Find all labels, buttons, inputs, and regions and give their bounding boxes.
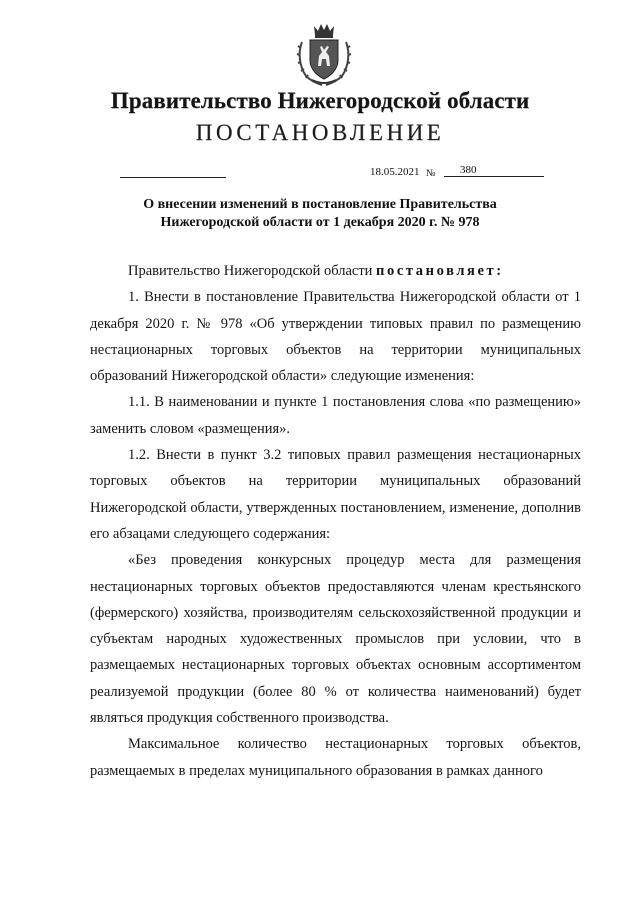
blank-date-line xyxy=(120,177,226,178)
number-sign: № xyxy=(426,168,436,179)
decree-lead-paragraph xyxy=(90,258,581,284)
paragraph-1-2: 1.2. Внести в пункт 3.2 типовых правил размещения нестационарных торговых объектов на территории муниципальных образований Нижегородской области, утвержденных постановлением, изменение, дополнив его абзацами следующего содержания: xyxy=(90,447,581,542)
document-type: ПОСТАНОВЛЕНИЕ xyxy=(195,120,445,145)
decree-verb: постановляет: xyxy=(376,263,504,279)
paragraph-1-1: 1.1. В наименовании и пункте 1 постановления слова «по размещению» заменить словом «размещения». xyxy=(90,394,581,437)
decree-lead: Правительство Нижегородской области xyxy=(128,263,377,279)
government-title: Правительство Нижегородской области xyxy=(110,88,530,113)
decree-date: 18.05.2021 xyxy=(370,166,420,178)
decree-body xyxy=(90,258,581,784)
decree-number: 380 xyxy=(444,164,544,177)
subject-line-2: Нижегородской области от 1 декабря 2020 г. № 978 xyxy=(160,215,480,230)
subject-line-1: О внесении изменений в постановление Правительства xyxy=(143,197,497,212)
coat-of-arms-icon xyxy=(296,22,352,88)
paragraph-max-count: Максимальное количество нестационарных торговых объектов, размещаемых в пределах муниципального образования в рамках данного xyxy=(90,736,581,779)
decree-subject xyxy=(100,196,540,232)
paragraph-quote: «Без проведения конкурсных процедур места для размещения нестационарных торговых объектов предоставляются членам крестьянского (фермерского) хозяйства, производителям сельскохозяйственной продукции и субъектам народных художественных промыслов при условии, что в размещаемых нестационарных торговых объектах основным ассортиментом реализуемой продукции (более 80 % от количества наименований) будет являться продукция собственного производства. xyxy=(90,552,581,727)
paragraph-1: 1. Внести в постановление Правительства Нижегородской области от 1 декабря 2020 г. № 978 «Об утверждении типовых правил по размещению нестационарных торговых объектов на территории муниципальных образований Нижегородской области» следующие изменения: xyxy=(90,289,581,385)
